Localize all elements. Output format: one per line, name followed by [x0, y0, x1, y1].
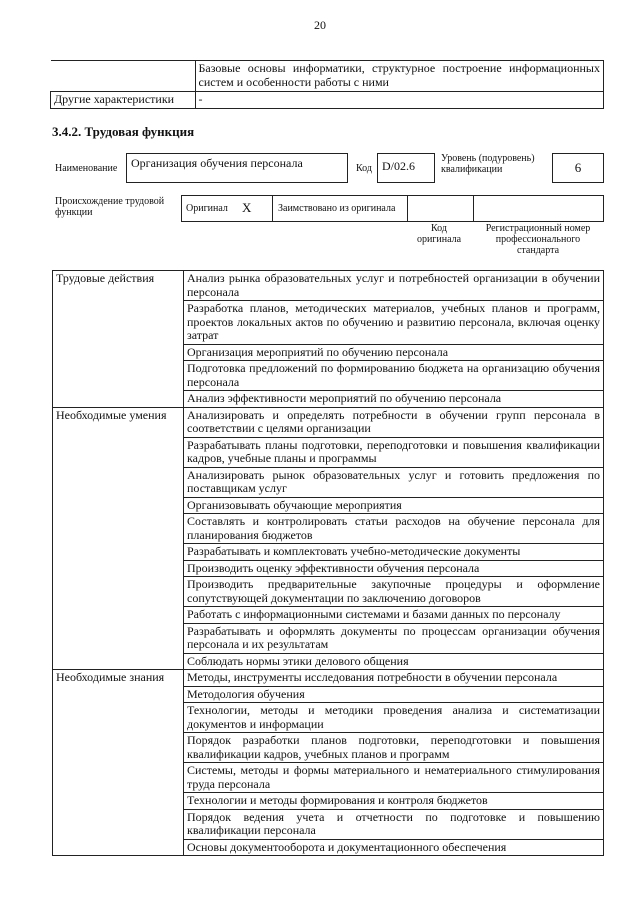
list-item: Технологии и методы формирования и контроля бюджетов: [184, 793, 604, 810]
page-number: 20: [314, 18, 326, 32]
list-item: Системы, методы и формы материального и нематериального стимулирования труда персонала: [184, 763, 604, 793]
level-box: [552, 153, 604, 183]
table-row: [53, 670, 604, 687]
list-item: Организовывать обучающие мероприятия: [184, 497, 604, 514]
table-row: [53, 407, 604, 437]
table-row: [53, 271, 604, 301]
other-characteristics-label: Другие характеристики: [51, 92, 196, 109]
reg-number-caption: Регистрационный номер профессионального стандарта: [485, 223, 591, 256]
list-item: Порядок ведения учета и отчетности по подготовке и повышению квалификации персонала: [184, 809, 604, 839]
list-item: Организация мероприятий по обучению персонала: [184, 344, 604, 361]
section-label: Необходимые знания: [53, 670, 184, 856]
original-mark: X: [242, 200, 252, 215]
list-item: Соблюдать нормы этики делового общения: [184, 653, 604, 670]
section-label: Необходимые умения: [53, 407, 184, 670]
list-item: Производить оценку эффективности обучения персонала: [184, 560, 604, 577]
level-value: 6: [574, 160, 582, 175]
section-label: Трудовые действия: [53, 271, 184, 408]
list-item: Производить предварительные закупочные процедуры и оформление сопутствующей документации по заключению договоров: [184, 577, 604, 607]
code-box: [377, 153, 435, 183]
list-item: Работать с информационными системами и базами данных по персоналу: [184, 607, 604, 624]
code-label: Код: [356, 163, 372, 174]
list-item: Основы документооборота и документационного обеспечения: [184, 839, 604, 856]
name-box: [126, 153, 348, 183]
reg-number-box: [473, 195, 604, 222]
other-characteristics-value: -: [195, 92, 604, 109]
list-item: Порядок разработки планов подготовки, переподготовки и повышения квалификации кадров, учебных планов и программ: [184, 733, 604, 763]
top-table-text: Базовые основы информатики, структурное построение информационных систем и особенности работы с ними: [195, 61, 604, 92]
borrowed-label: Заимствовано из оригинала: [278, 203, 396, 214]
list-item: Подготовка предложений по формированию бюджета на организацию обучения персонала: [184, 361, 604, 391]
name-label: Наименование: [55, 163, 118, 174]
top-table-empty-cell: [51, 61, 196, 92]
list-item: Разрабатывать и комплектовать учебно-методические документы: [184, 544, 604, 561]
section-heading: 3.4.2. Трудовая функция: [52, 124, 195, 139]
list-item: Методы, инструменты исследования потребности в обучении персонала: [184, 670, 604, 687]
original-label: Оригинал: [186, 203, 228, 214]
origin-label: Происхождение трудовой функции: [55, 196, 165, 218]
top-table: [50, 60, 604, 109]
list-item: Методология обучения: [184, 686, 604, 703]
original-box: [181, 195, 273, 222]
list-item: Анализировать и определять потребности в обучении групп персонала в соответствии с целями организации: [184, 407, 604, 437]
list-item: Анализ эффективности мероприятий по обучению персонала: [184, 391, 604, 408]
code-original-box: [407, 195, 474, 222]
level-label: Уровень (подуровень) квалификации: [441, 153, 535, 175]
list-item: Разработка планов, методических материалов, учебных планов и программ, проектов локальных актов по обучению и развитию персонала, включая оценку затрат: [184, 301, 604, 345]
borrowed-box: [272, 195, 408, 222]
code-original-caption: Код оригинала: [416, 223, 462, 245]
list-item: Анализ рынка образовательных услуг и потребностей организации в обучении персонала: [184, 271, 604, 301]
list-item: Разрабатывать планы подготовки, переподготовки и повышения квалификации кадров, учебные планы и программы: [184, 437, 604, 467]
list-item: Анализировать рынок образовательных услуг и готовить предложения по поставщикам услуг: [184, 467, 604, 497]
functions-table: [52, 270, 604, 856]
name-value: Организация обучения персонала: [131, 156, 303, 170]
code-value: D/02.6: [382, 159, 415, 173]
list-item: Технологии, методы и методики проведения анализа и систематизации документов и информации: [184, 703, 604, 733]
list-item: Составлять и контролировать статьи расходов на обучение персонала для планирования бюджетов: [184, 514, 604, 544]
list-item: Разрабатывать и оформлять документы по процессам организации обучения персонала и их результатам: [184, 623, 604, 653]
